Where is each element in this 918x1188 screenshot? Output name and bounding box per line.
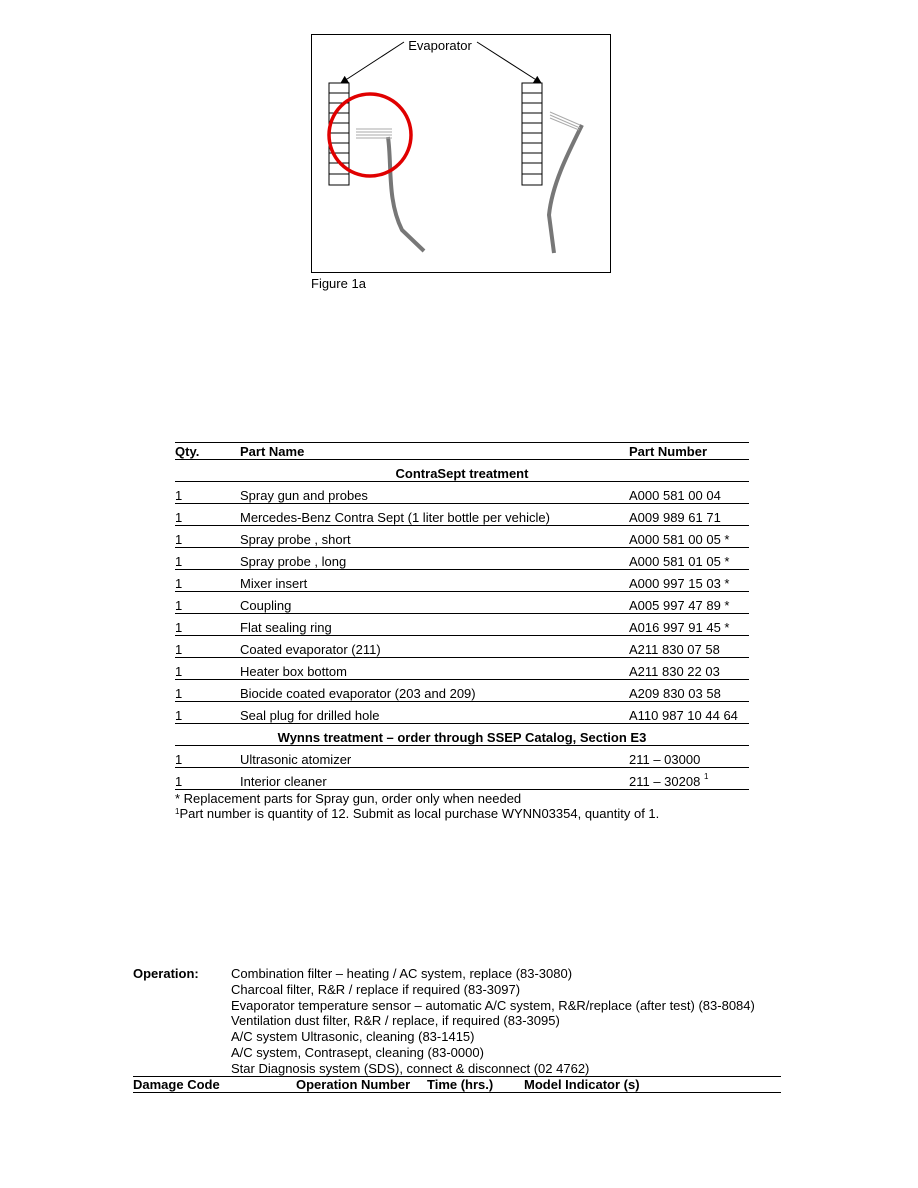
table-row [175,504,749,526]
section-title: ContraSept treatment [395,466,529,481]
operation-label: Operation: [133,966,199,981]
part-number-cell [629,680,749,702]
table-row [175,768,749,790]
part-name-cell [240,592,629,614]
part-name-cell-text: Interior cleaner [240,774,327,789]
part-name-cell-text: Coupling [240,598,292,613]
left-spray-probe [356,129,424,251]
part-name-cell-text: Mixer insert [240,576,308,591]
part-name-cell [240,702,629,724]
operation-item: Evaporator temperature sensor – automatic A/C system, R&R/replace (after test) (83-8084) [231,997,755,1013]
part-number-cell [629,526,749,548]
part-name-cell-text: Flat sealing ring [240,620,332,635]
qty-cell [175,482,240,504]
qty-cell [175,614,240,636]
part-number-cell [629,548,749,570]
part-number-cell [629,658,749,680]
part-name-cell [240,482,629,504]
footnote-ref: 1 [703,772,709,781]
part-number-cell-text: A000 581 00 04 [629,488,721,503]
part-number-cell-text: A209 830 03 58 [629,686,721,701]
part-number-cell-text: A005 997 47 89 * [629,598,730,613]
operation-item: Combination filter – heating / AC system, replace (83-3080) [231,966,573,981]
part-number-cell [629,636,749,658]
right-pointer-arrow [477,42,541,83]
evaporator-diagram [312,35,610,272]
damage-code-header: Damage Code [133,1077,220,1092]
qty-cell-text: 1 [175,686,183,701]
qty-cell [175,504,240,526]
table-row [175,658,749,680]
operation-item: Ventilation dust filter, R&R / replace, if required (83-3095) [231,1013,560,1029]
qty-cell [175,526,240,548]
table-row [175,702,749,724]
part-number-cell-text: 211 – 03000 [629,752,701,767]
footnote-mark: 1 [175,807,180,816]
table-header-row [175,443,749,460]
part-name-cell-text: Seal plug for drilled hole [240,708,380,723]
part-name-cell-text: Ultrasonic atomizer [240,752,352,767]
operation-item: Charcoal filter, R&R / replace if required (83-3097) [231,981,521,997]
operation-list [231,966,755,1077]
part-number-cell-text: A000 581 01 05 * [629,554,730,569]
part-name-cell-text: Biocide coated evaporator (203 and 209) [240,686,476,701]
table-row [175,548,749,570]
table-row [175,570,749,592]
qty-cell-text: 1 [175,620,183,635]
qty-cell [175,570,240,592]
part-name-cell [240,548,629,570]
operation-item: Star Diagnosis system (SDS), connect & disconnect (02 4762) [231,1060,590,1076]
damage-code-header-row [133,1076,781,1093]
operation-number-header: Operation Number [296,1077,411,1092]
operation-item: A/C system, Contrasept, cleaning (83-0000) [231,1044,484,1060]
qty-cell [175,636,240,658]
part-number-cell [629,702,749,724]
table-notes [175,791,659,821]
part-name-cell [240,658,629,680]
right-evaporator [522,83,542,185]
table-row [175,746,749,768]
qty-cell [175,592,240,614]
right-spray-probe [549,112,582,253]
table-row [175,680,749,702]
qty-cell-text: 1 [175,598,183,613]
part-name-cell [240,504,629,526]
table-row [175,636,749,658]
qty-cell [175,768,240,790]
part-number-cell-text: A211 830 07 58 [629,642,720,657]
part-name-cell [240,570,629,592]
section-title-row [175,724,749,746]
part-name-cell-text: Spray probe , short [240,532,351,547]
footnote [175,806,659,821]
operation-item: A/C system Ultrasonic, cleaning (83-1415) [231,1029,475,1045]
part-number-cell-text: A009 989 61 71 [629,510,721,525]
qty-cell [175,702,240,724]
section-title: Wynns treatment – order through SSEP Catalog, Section E3 [277,730,647,745]
part-name-cell-text: Spray gun and probes [240,488,368,503]
part-name-cell [240,680,629,702]
qty-cell-text: 1 [175,642,183,657]
left-pointer-arrow [341,42,404,83]
footnote-text: Part number is quantity of 12. Submit as local purchase WYNN03354, quantity of 1. [179,806,660,821]
figure-caption: Figure 1a [311,276,366,291]
evaporator-figure [311,34,611,273]
qty-cell-text: 1 [175,664,183,679]
part-name-cell [240,768,629,790]
table-row [175,526,749,548]
qty-cell-text: 1 [175,774,183,789]
part-number-cell [629,504,749,526]
part-name-cell-text: Spray probe , long [240,554,347,569]
parts-table-body [175,460,749,790]
evaporator-label: Evaporator [408,38,472,53]
asterisk-note: * Replacement parts for Spray gun, order only when needed [175,791,522,806]
qty-cell-text: 1 [175,576,183,591]
model-indicator-header: Model Indicator (s) [524,1077,640,1092]
parts-table [175,442,749,790]
section-title-row [175,460,749,482]
table-row [175,592,749,614]
part-name-cell-text: Coated evaporator (211) [240,642,381,657]
part-number-cell [629,570,749,592]
qty-cell [175,548,240,570]
qty-cell [175,680,240,702]
part-number-cell-text: A016 997 91 45 * [629,620,730,635]
part-number-header: Part Number [629,444,708,459]
table-row [175,482,749,504]
part-number-cell [629,482,749,504]
table-row [175,614,749,636]
part-name-cell [240,636,629,658]
part-number-cell-text: A211 830 22 03 [629,664,720,679]
part-number-cell [629,768,749,790]
part-number-cell-text: A000 581 00 05 * [629,532,730,547]
qty-cell [175,658,240,680]
qty-cell [175,746,240,768]
part-number-cell [629,746,749,768]
qty-cell-text: 1 [175,708,183,723]
qty-cell-text: 1 [175,488,183,503]
time-header: Time (hrs.) [427,1077,494,1092]
part-number-cell-text: A000 997 15 03 * [629,576,730,591]
part-name-cell [240,746,629,768]
part-name-cell-text: Mercedes-Benz Contra Sept (1 liter bottle per vehicle) [240,510,550,525]
part-name-cell [240,614,629,636]
qty-cell-text: 1 [175,752,183,767]
qty-cell-text: 1 [175,532,183,547]
qty-cell-text: 1 [175,510,183,525]
part-number-cell [629,614,749,636]
part-number-cell-text: 211 – 30208 [629,774,701,789]
part-number-cell [629,592,749,614]
part-number-cell-text: A110 987 10 44 64 [629,708,738,723]
qty-header: Qty. [175,444,200,459]
part-name-header: Part Name [240,444,305,459]
part-name-cell-text: Heater box bottom [240,664,347,679]
part-name-cell [240,526,629,548]
qty-cell-text: 1 [175,554,183,569]
